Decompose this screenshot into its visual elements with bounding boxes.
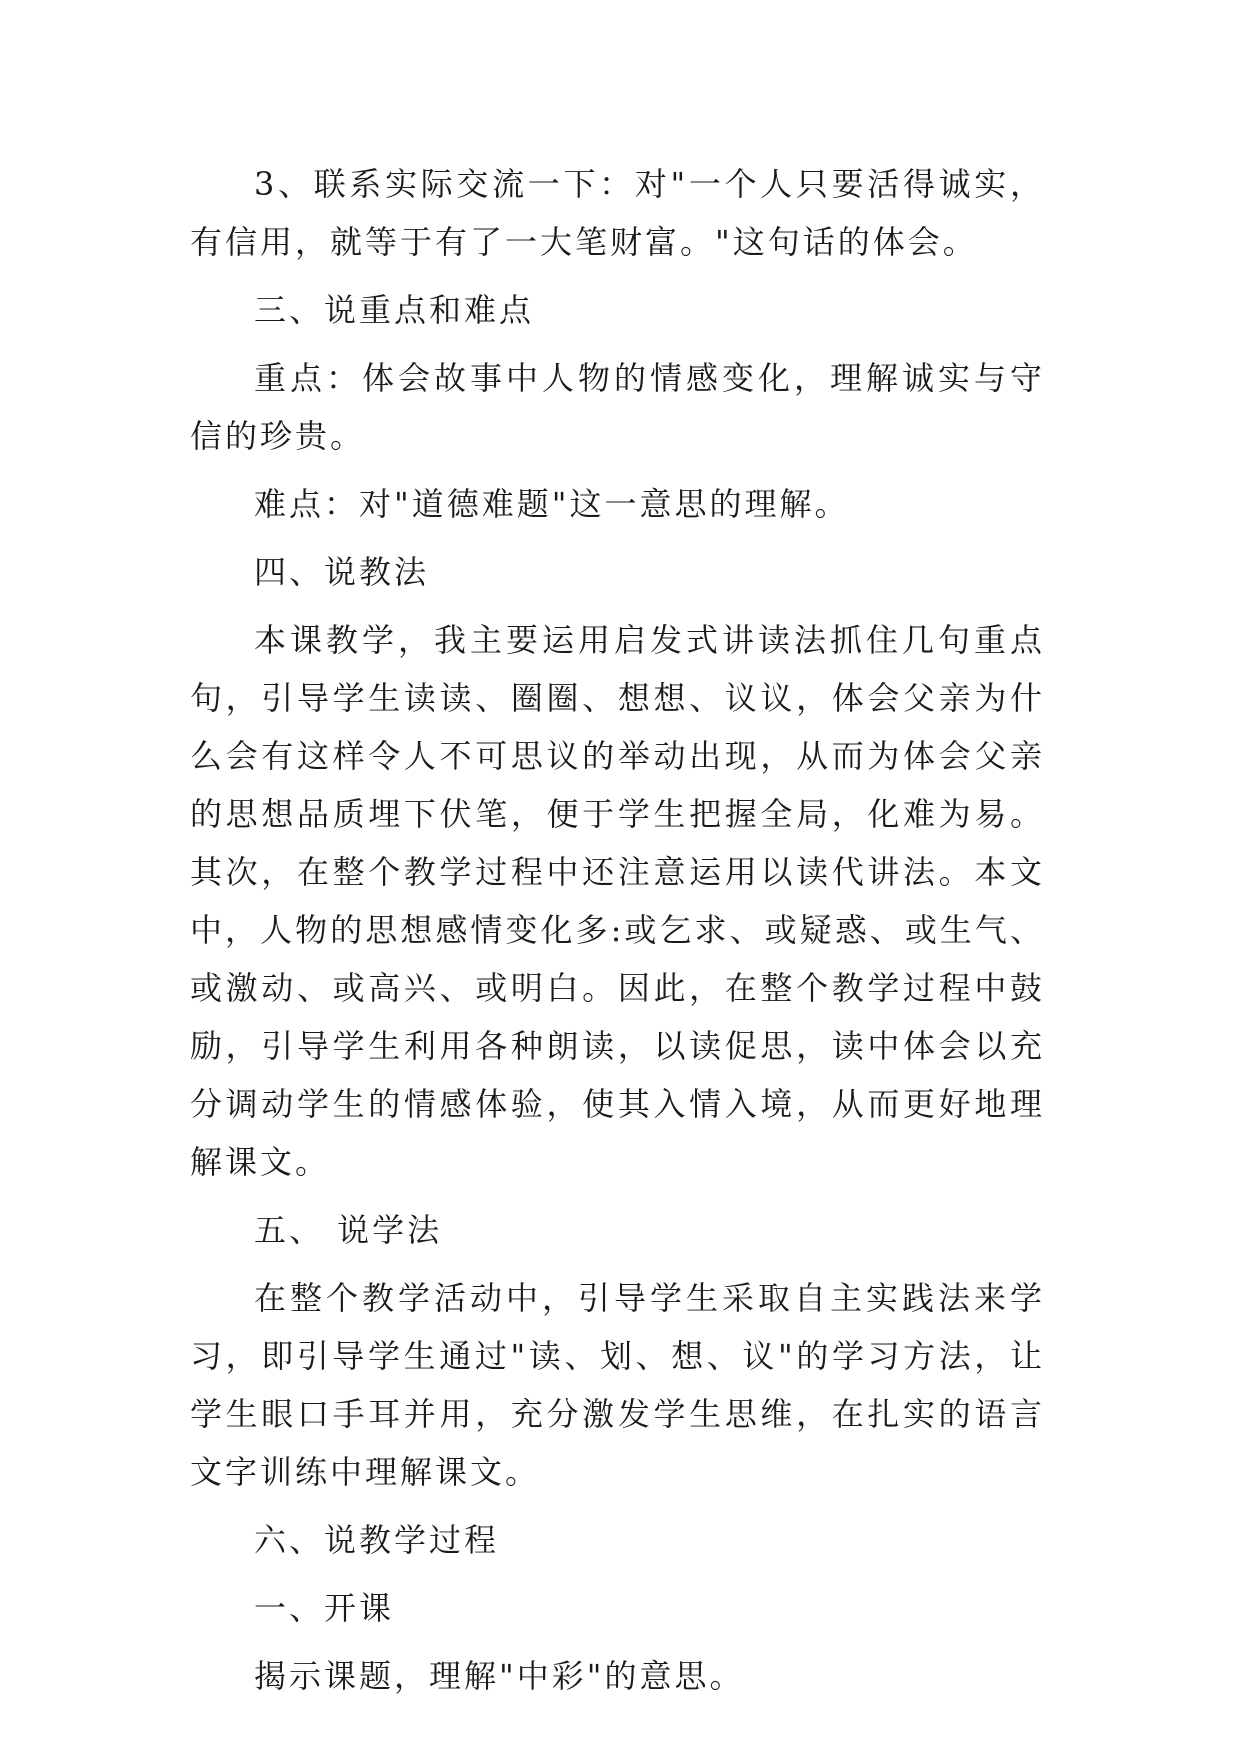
paragraph-teaching-method: 本课教学，我主要运用启发式讲读法抓住几句重点句，引导学生读读、圈圈、想想、议议，体会父亲为什么会有这样令人不可思议的举动出现，从而为体会父亲的思想品质埋下伏笔，便于学生把握全局，化难为易。其次，在整个教学过程中还注意运用以读代讲法。本文中，人物的思想感情变化多:或乞求、或疑惑、或生气、或激动、或高兴、或明白。因此，在整个教学过程中鼓励，引导学生利用各种朗读，以读促思，读中体会以充分调动学生的情感体验，使其入情入境，从而更好地理解课文。 (190, 621, 1045, 1181)
subheading-opening: 一、开课 (254, 1589, 395, 1627)
paragraph-reveal-title: 揭示课题，理解"中彩"的意思。 (254, 1657, 745, 1695)
section-heading-teaching-process: 六、说教学过程 (254, 1521, 500, 1559)
section-heading-key-points: 三、说重点和难点 (254, 291, 535, 329)
paragraph-item-3: 3、联系实际交流一下：对"一个人只要活得诚实，有信用，就等于有了一大笔财富。"这句话的体会。 (190, 165, 1045, 261)
document-body (190, 155, 1045, 1715)
paragraph-key-point: 重点：体会故事中人物的情感变化，理解诚实与守信的珍贵。 (190, 359, 1045, 455)
paragraph-learning-method: 在整个教学活动中，引导学生采取自主实践法来学习，即引导学生通过"读、划、想、议"的学习方法，让学生眼口手耳并用，充分激发学生思维，在扎实的语言文字训练中理解课文。 (190, 1279, 1045, 1491)
paragraph-difficult-point: 难点：对"道德难题"这一意思的理解。 (254, 485, 850, 523)
section-heading-teaching-method: 四、说教法 (254, 553, 430, 591)
section-heading-learning-method: 五、 说学法 (254, 1211, 443, 1249)
